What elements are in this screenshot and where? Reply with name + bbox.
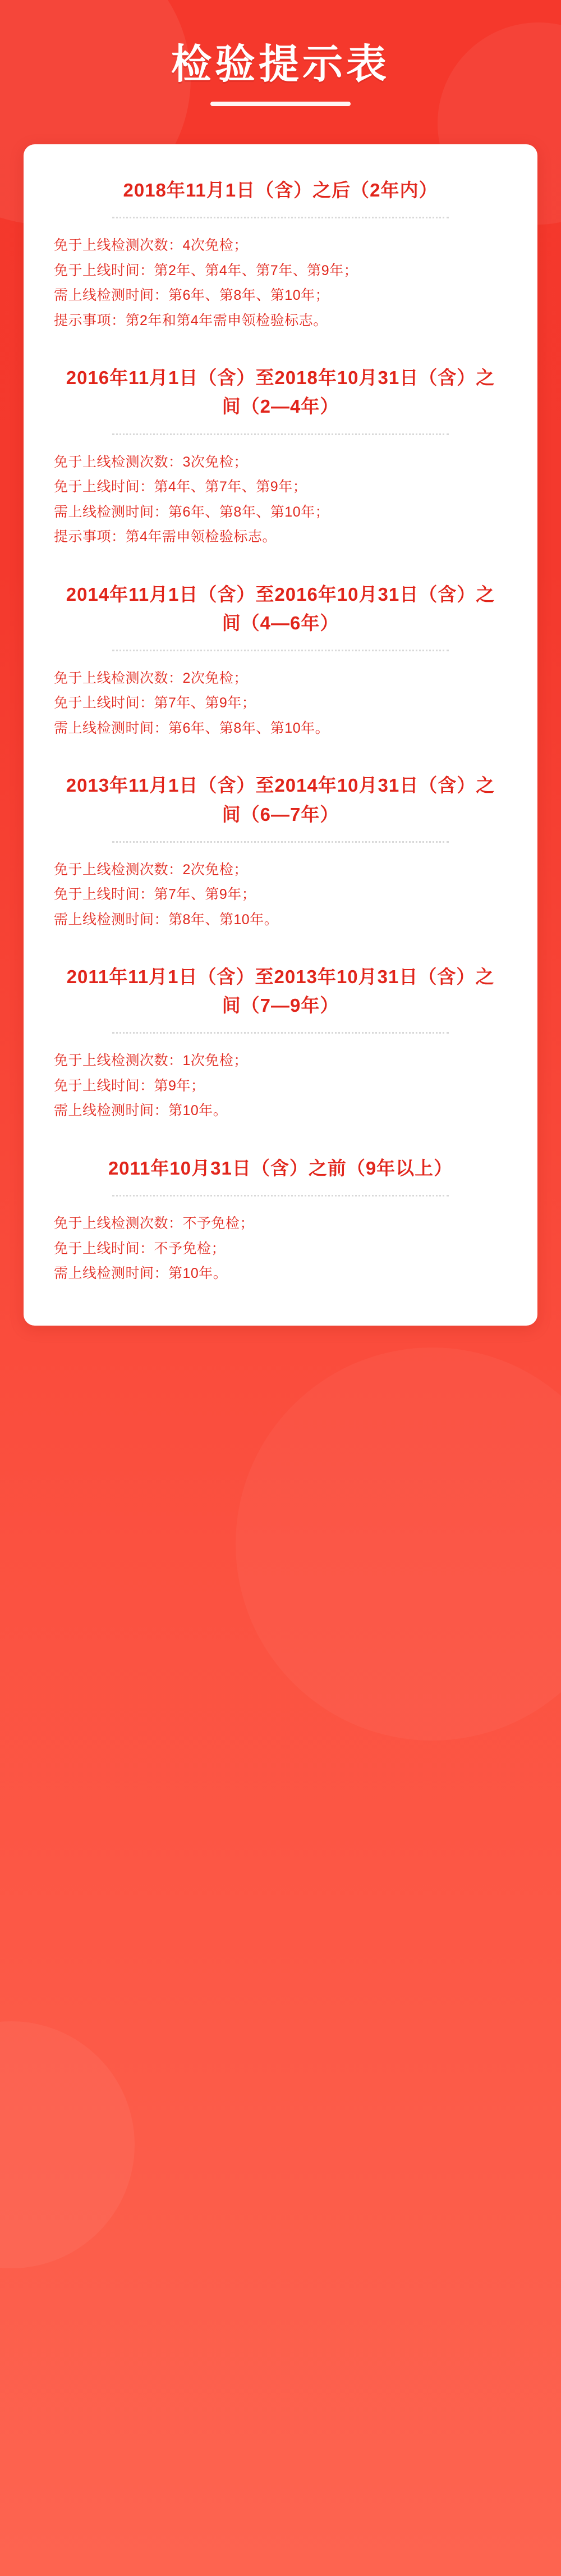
section-line: 需上线检测时间：第6年、第8年、第10年； — [54, 287, 330, 304]
section-line: 免于上线检测次数：不予免检； — [54, 1216, 255, 1232]
page-title: 检验提示表 — [171, 42, 390, 87]
section-lines — [53, 1048, 508, 1123]
dotted-divider — [112, 841, 449, 843]
section-title: 2014年11月1日（含）至2016年10月31日（含）之间（4—6年） — [66, 583, 495, 633]
section-line: 免于上线时间：第2年、第4年、第7年、第9年； — [54, 262, 358, 278]
section-line: 免于上线时间：第7年、第9年； — [54, 887, 256, 903]
section-line: 免于上线时间：不予免检； — [54, 1240, 226, 1257]
info-section — [53, 580, 508, 741]
sections-container — [53, 176, 508, 1286]
title-plate — [139, 33, 422, 118]
title-underline — [210, 102, 351, 106]
section-line: 免于上线检测次数：4次免检； — [54, 237, 248, 254]
section-lines — [53, 1211, 508, 1286]
dotted-divider — [112, 433, 449, 435]
section-lines — [53, 857, 508, 933]
section-line: 需上线检测时间：第8年、第10年。 — [54, 911, 279, 928]
section-line: 需上线检测时间：第6年、第8年、第10年。 — [54, 720, 330, 736]
section-line: 免于上线检测次数：2次免检； — [54, 670, 248, 686]
info-section — [53, 962, 508, 1123]
info-section — [53, 1154, 508, 1286]
section-line: 提示事项：第2年和第4年需申领检验标志。 — [54, 312, 328, 328]
section-title: 2018年11月1日（含）之后（2年内） — [123, 180, 438, 201]
section-line: 免于上线检测次数：3次免检； — [54, 454, 248, 470]
content-card — [24, 144, 537, 1325]
info-section — [53, 771, 508, 932]
poster-header — [0, 0, 561, 144]
section-title: 2016年11月1日（含）至2018年10月31日（含）之间（2—4年） — [66, 367, 495, 417]
decorative-circle — [0, 2021, 135, 2268]
section-line: 需上线检测时间：第10年。 — [54, 1266, 228, 1282]
dotted-divider — [112, 650, 449, 651]
dotted-divider — [112, 1195, 449, 1196]
section-lines — [53, 666, 508, 741]
section-line: 免于上线时间：第4年、第7年、第9年； — [54, 479, 307, 495]
section-line: 免于上线检测次数：2次免检； — [54, 861, 248, 878]
decorative-circle — [236, 1348, 561, 1741]
section-line: 需上线检测时间：第10年。 — [54, 1103, 228, 1119]
section-line: 需上线检测时间：第6年、第8年、第10年； — [54, 504, 330, 520]
section-line: 提示事项：第4年需申领检验标志。 — [54, 529, 277, 545]
section-line: 免于上线时间：第7年、第9年； — [54, 695, 256, 711]
section-line: 免于上线时间：第9年； — [54, 1077, 205, 1094]
info-section — [53, 363, 508, 549]
info-section — [53, 176, 508, 333]
section-title: 2013年11月1日（含）至2014年10月31日（含）之间（6—7年） — [66, 775, 495, 825]
section-title: 2011年10月31日（含）之前（9年以上） — [108, 1157, 453, 1179]
section-lines — [53, 450, 508, 550]
dotted-divider — [112, 217, 449, 218]
section-lines — [53, 233, 508, 333]
section-line: 免于上线检测次数：1次免检； — [54, 1053, 248, 1069]
dotted-divider — [112, 1032, 449, 1034]
section-title: 2011年11月1日（含）至2013年10月31日（含）之间（7—9年） — [66, 966, 495, 1016]
